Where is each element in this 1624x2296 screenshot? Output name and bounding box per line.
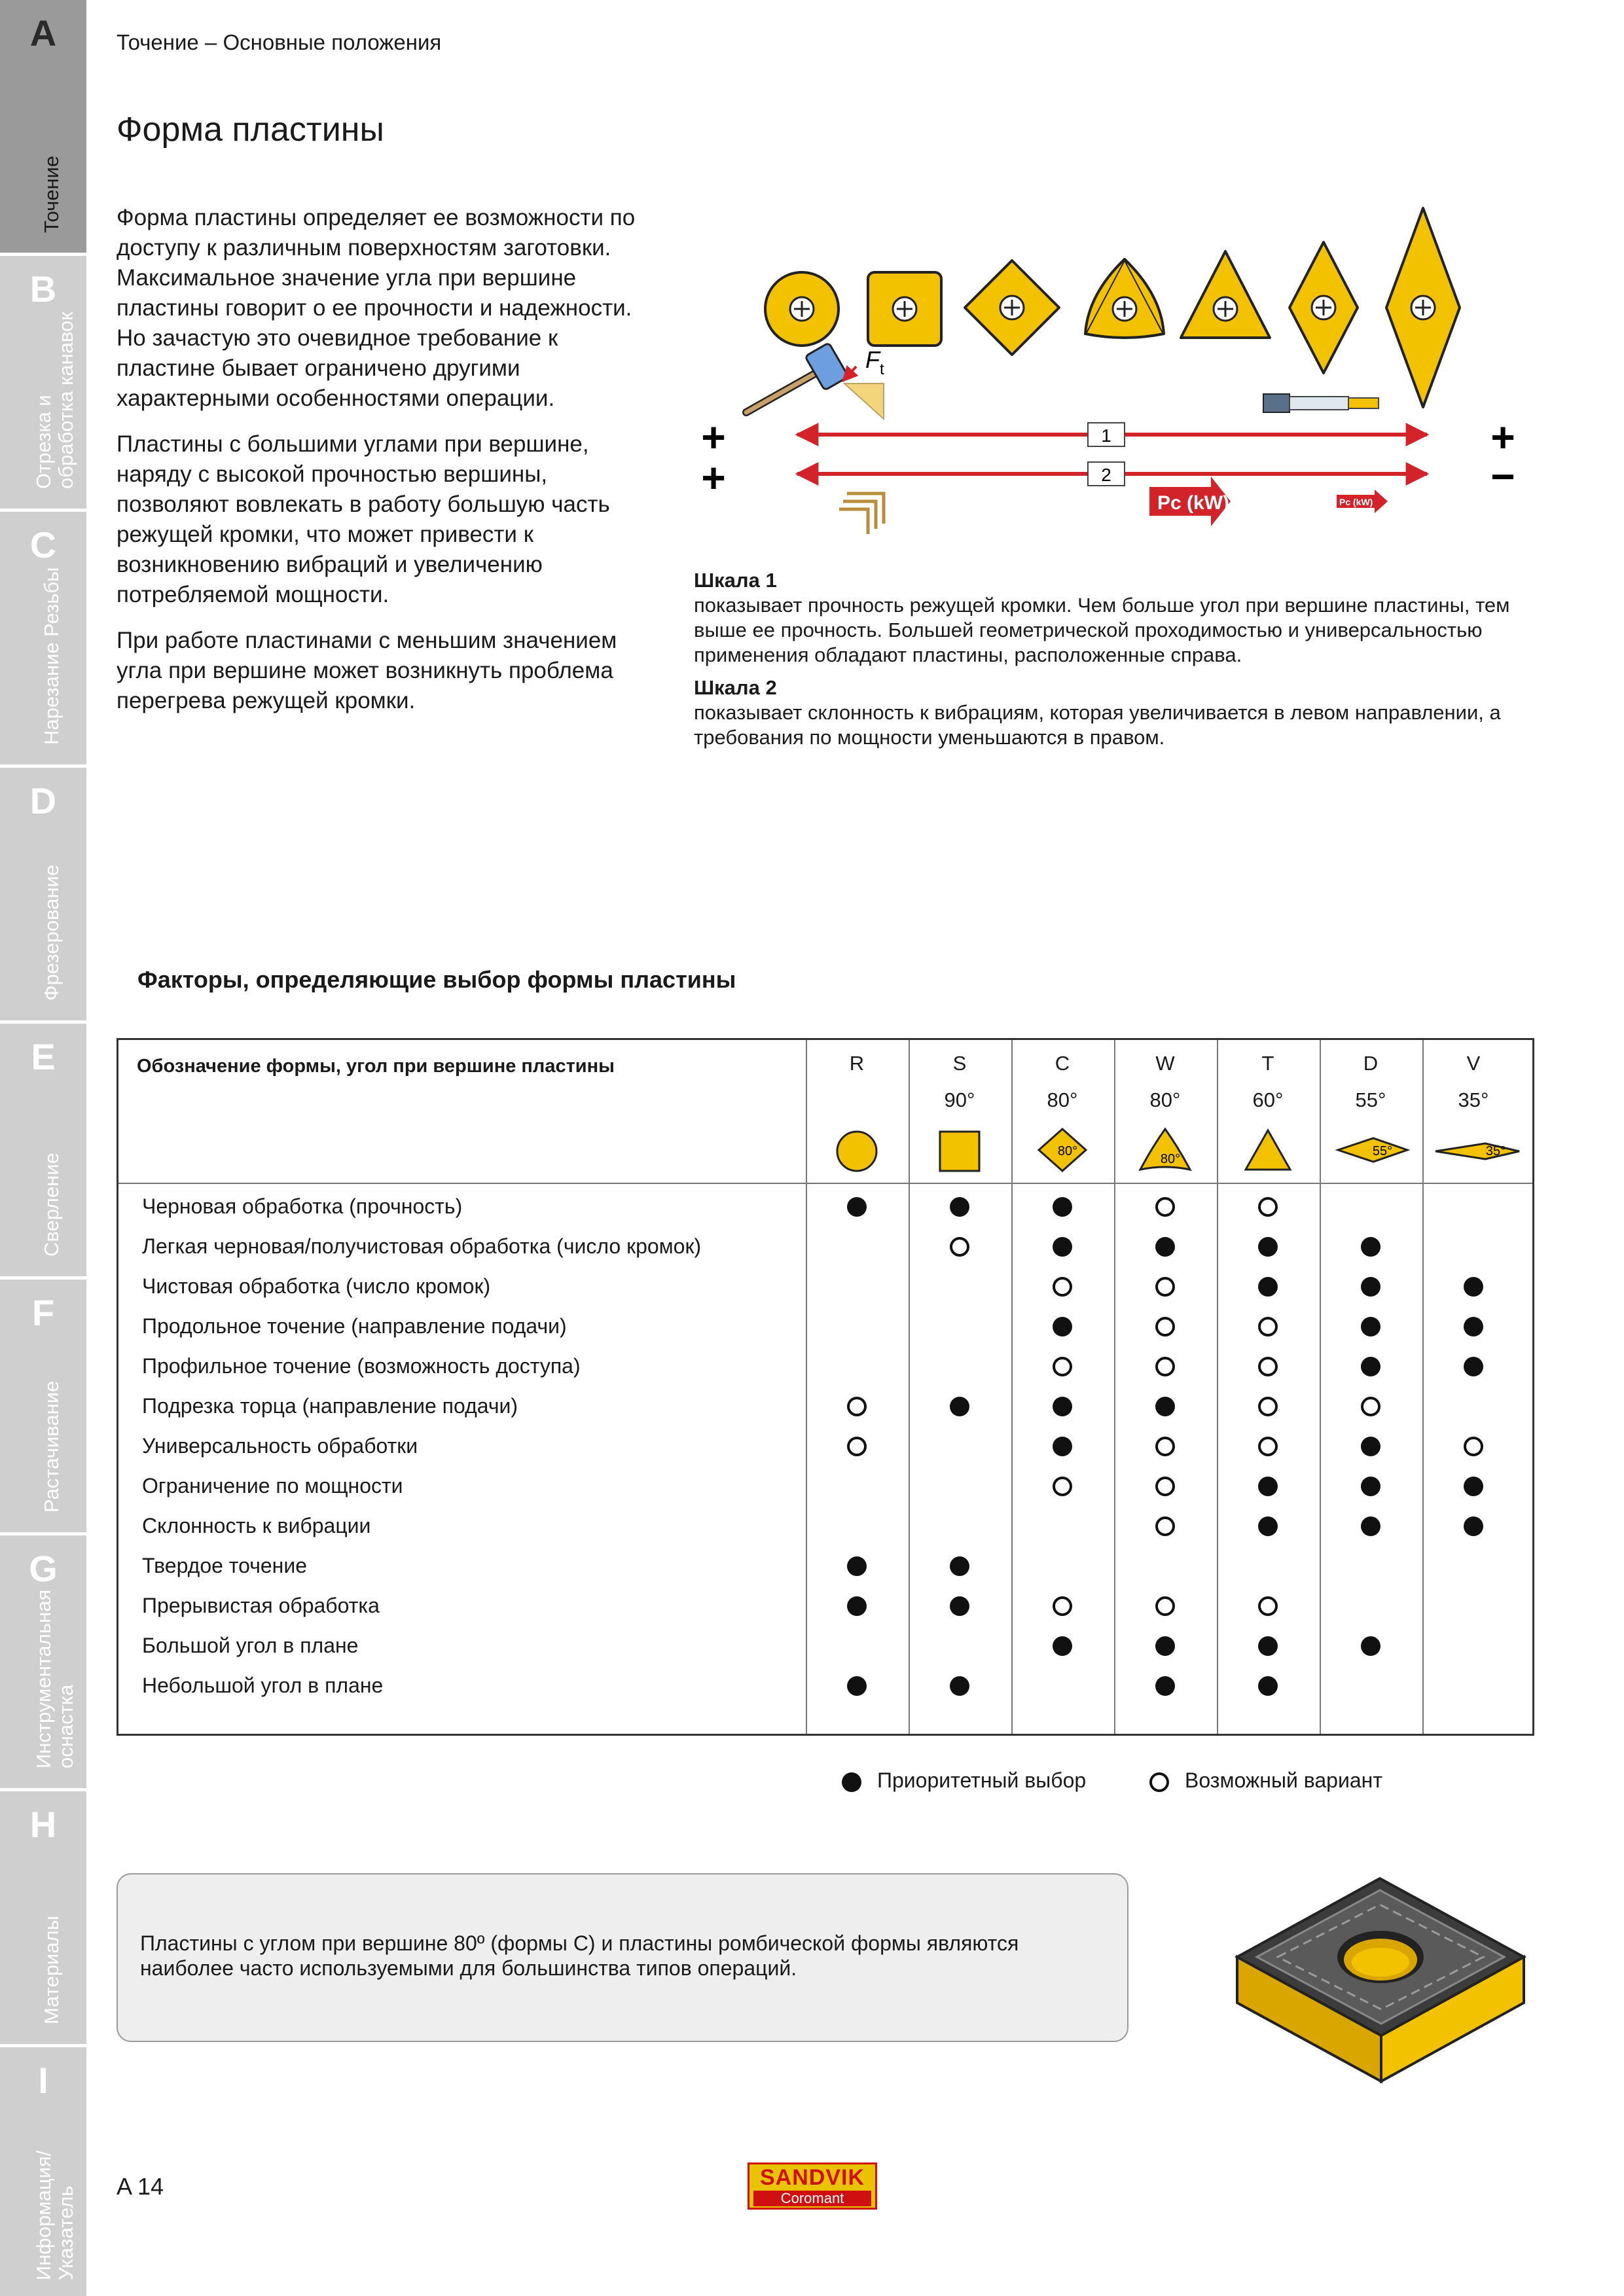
factors-title: Факторы, определяющие выбор формы пластины [137,966,736,993]
tab-label [41,1828,63,2024]
tab-e[interactable] [0,1024,86,1276]
column-letter: C [1055,1052,1070,1075]
possible-dot-icon [1155,1197,1175,1217]
boring-bar-icon [1263,394,1379,412]
factor-row-label: Небольшой угол в плане [142,1674,384,1697]
tab-letter: A [29,12,57,54]
possible-dot-icon [1053,1357,1072,1376]
tab-letter: G [29,1548,58,1589]
legend-possible-label: Возможный вариант [1185,1768,1382,1792]
column-angle: 35° [1458,1088,1489,1111]
possible-dot-icon [1258,1397,1278,1416]
insert-round-icon [765,272,839,346]
priority-dot-icon [1053,1437,1072,1456]
note-box [117,1873,1128,2042]
tab-label [41,548,63,745]
factor-row-label: Твердое точение [142,1554,307,1577]
insert-square-icon [868,272,941,346]
factor-row-label: Большой угол в плане [142,1634,359,1657]
table-header-label: Обозначение формы, угол при вершине пластины [137,1056,615,1077]
priority-dot-icon [1258,1516,1278,1536]
power-arrow-large [1149,476,1231,526]
tab-b[interactable] [0,256,86,509]
tab-a[interactable] [0,0,86,253]
tab-letter: H [29,1804,57,1845]
possible-dot-icon [1361,1397,1380,1416]
possible-dot-icon [1053,1277,1072,1297]
possible-dot-icon [1258,1437,1278,1456]
shape-angle-label: 55° [1372,1144,1393,1158]
factor-row-label: Легкая черновая/получистовая обработка (число кромок) [142,1234,702,1258]
possible-dot-icon [1053,1477,1072,1496]
priority-dot-icon [950,1596,969,1616]
tab-letter: F [31,1292,55,1333]
factor-row-label: Подрезка торца (направление подачи) [142,1394,518,1418]
hammer-icon [746,343,848,412]
note-text: Пластины с углом при вершине 80º (формы C) и пластины ромбической формы являются наиболее часто используемыми для большинства типов операций. [140,1931,1019,1980]
priority-dot-icon [1258,1237,1278,1257]
priority-dot-icon [1258,1277,1278,1297]
factor-row-label: Продольное точение (направление подачи) [142,1314,567,1338]
section-tabs [0,0,86,2296]
intro-paragraph-3: При работе пластинами с меньшим значением угла при вершине может возникнуть проблема перегрева режущей кромки. [117,628,617,713]
insert-rhombus-35-icon [1386,208,1460,407]
factor-row-label: Черновая обработка (прочность) [142,1194,463,1218]
shape-rhombus-55-icon [1320,1124,1422,1176]
tab-d[interactable] [0,768,86,1020]
scale-2-title: Шкала 2 [694,676,777,699]
priority-dot-icon [1464,1477,1483,1496]
shape-square-icon [909,1124,1011,1176]
tab-letter: E [31,1036,56,1077]
column-angle: 80° [1047,1088,1078,1111]
page-number: A 14 [117,2173,164,2200]
tab-label-line: обработка канавок [54,312,77,489]
factor-row-label: Универсальность обработки [142,1434,418,1458]
intro-text [117,203,640,732]
legend-priority-label: Приоритетный выбор [877,1768,1087,1792]
tab-g[interactable] [0,1535,86,1788]
priority-dot-icon [1053,1197,1072,1217]
shape-angle-label: 35° [1485,1144,1506,1158]
tab-label-line: Растачивание [40,1380,63,1513]
tab-label-line: Точение [40,155,63,233]
priority-dot-icon [950,1676,969,1696]
power-label-small: Pc (kW) [1339,497,1373,507]
tab-label-line: Нарезание Резьбы [40,567,63,745]
priority-dot-icon [1361,1277,1380,1297]
factors-table [117,1038,1534,1736]
tab-label [33,1572,77,1768]
possible-dot-icon [1155,1596,1175,1616]
tab-letter: B [29,268,57,310]
tab-label-line: Отрезка и [32,395,55,489]
tab-c[interactable] [0,512,86,764]
insert-shape-scale-diagram [687,196,1538,543]
scale-description [694,568,1532,758]
scale-2-sign-left: + [701,454,726,501]
tab-f[interactable] [0,1280,86,1532]
possible-dot-icon [1464,1437,1483,1456]
logo-top: SANDVIK [759,2165,865,2190]
tab-label [41,37,63,233]
priority-dot-icon [1258,1636,1278,1656]
possible-dot-icon [1155,1477,1175,1496]
possible-dot-icon [1053,1596,1072,1616]
tab-label [33,2084,77,2280]
tab-label-line: оснастка [54,1684,77,1768]
scale-1-text: показывает прочность режущей кромки. Чем больше угол при вершине пластины, тем выше ее прочность. Большей геометрической проходимостью и универсальностью применения обладают пластины, расположенные справа. [694,594,1510,666]
priority-dot-icon [950,1397,969,1416]
column-angle: 90° [944,1088,975,1111]
sandvik-coromant-logo [748,2162,877,2210]
force-label: F [865,346,880,373]
column-letter: W [1155,1052,1175,1075]
tab-label-line: Инструментальная [32,1589,55,1768]
priority-dot-icon [1258,1477,1278,1496]
scale-1-sign-right: + [1490,414,1515,461]
shape-trigon-80-icon [1114,1124,1216,1176]
column-letter: R [849,1052,865,1075]
tab-label-line: Материалы [40,1916,63,2024]
priority-dot-icon [1155,1397,1175,1416]
possible-dot-icon [950,1237,969,1257]
insert-rhombus-80-icon [965,260,1059,355]
column-angle: 60° [1252,1088,1284,1111]
factor-row-label: Склонность к вибрации [142,1514,371,1537]
tab-label [41,1316,63,1513]
shape-triangle-icon [1217,1124,1319,1176]
legend-possible [1149,1768,1382,1793]
priority-dot-icon [847,1197,867,1217]
scale-1-title: Шкала 1 [694,569,777,592]
priority-dot-icon [1464,1516,1483,1536]
priority-dot-icon [1464,1357,1483,1376]
possible-dot-icon [1258,1197,1278,1217]
shape-angle-label: 80° [1160,1152,1181,1166]
column-letter: D [1363,1052,1379,1075]
column-letter: S [952,1052,967,1075]
priority-dot-icon [1155,1636,1175,1656]
section-breadcrumb: Точение – Основные положения [117,30,442,54]
tab-label [41,804,63,1001]
tab-label-line: Сверление [40,1153,63,1257]
legend-priority [842,1768,1086,1793]
filled-dot-icon [842,1772,861,1792]
possible-dot-icon [1155,1437,1175,1456]
tab-i[interactable] [0,2047,86,2296]
priority-dot-icon [1361,1357,1380,1376]
possible-dot-icon [1258,1357,1278,1376]
factor-row-label: Чистовая обработка (число кромок) [142,1274,491,1298]
priority-dot-icon [847,1596,867,1616]
tool-tip-icon [844,384,884,419]
tab-label-line: Информация/ [32,2150,55,2280]
factor-row-label: Прерывистая обработка [142,1594,380,1617]
vibration-icon [839,493,884,534]
priority-dot-icon [1464,1277,1483,1297]
tab-letter: I [38,2060,48,2101]
tab-h[interactable] [0,1791,86,2044]
priority-dot-icon [1053,1237,1072,1257]
possible-dot-icon [1258,1596,1278,1616]
priority-dot-icon [1053,1317,1072,1336]
intro-paragraph-1: Форма пластины определяет ее возможности по доступу к различным поверхностям заготовки. Максимальное значение угла при вершине пластины говорит о ее прочности и надежности. Но зачастую это очевидное требование к пластине бывает ограничено другими характерными особенностями операции. [117,205,636,411]
possible-dot-icon [1155,1317,1175,1336]
force-subscript: t [880,361,884,378]
tab-letter: D [29,780,57,821]
insert-trigon-icon [1085,259,1164,338]
tab-label [33,293,77,489]
possible-dot-icon [847,1437,867,1456]
priority-dot-icon [950,1556,969,1576]
priority-dot-icon [847,1556,867,1576]
logo-bottom: Coromant [753,2191,871,2206]
priority-dot-icon [847,1676,867,1696]
tab-label-line: Указатель [54,2185,77,2280]
column-letter: T [1261,1052,1274,1075]
scale-2-text: показывает склонность к вибрациям, которая увеличивается в левом направлении, а требования по мощности уменьшаются в правом. [694,701,1501,749]
priority-dot-icon [1053,1397,1072,1416]
possible-dot-icon [1155,1277,1175,1297]
column-angle: 55° [1355,1088,1386,1111]
insert-rhombus-55-icon [1290,242,1358,373]
power-label-large: Pc (kW) [1157,492,1230,514]
factor-row-label: Ограничение по мощности [142,1474,403,1498]
priority-dot-icon [1361,1437,1380,1456]
shape-angle-label: 80° [1057,1144,1078,1158]
factor-row-label: Профильное точение (возможность доступа) [142,1354,581,1378]
scale-1-label: 1 [1101,425,1111,446]
page-title: Форма пластины [117,111,384,149]
scale-1-sign-left: + [701,414,726,461]
priority-dot-icon [1361,1516,1380,1536]
tab-label [41,1060,63,1257]
possible-dot-icon [847,1397,867,1416]
scale-2-label: 2 [1101,465,1111,485]
shape-rhombus-35-icon [1422,1124,1525,1176]
insert-photo-illustration [1231,1852,1532,2094]
power-arrow-small [1337,490,1388,513]
shape-circle-icon [806,1124,908,1176]
priority-dot-icon [1361,1317,1380,1336]
column-angle: 80° [1149,1088,1181,1111]
possible-dot-icon [1258,1317,1278,1336]
scale-2-sign-right: − [1490,453,1515,500]
priority-dot-icon [1155,1237,1175,1257]
tab-label-line: Фрезерование [40,865,63,1001]
possible-dot-icon [1155,1516,1175,1536]
priority-dot-icon [1053,1636,1072,1656]
priority-dot-icon [950,1197,969,1217]
open-dot-icon [1149,1772,1169,1792]
priority-dot-icon [1361,1237,1380,1257]
tab-letter: C [29,524,57,565]
shape-rhombus-80-icon [1011,1124,1113,1176]
insert-triangle-icon [1181,251,1270,338]
priority-dot-icon [1361,1477,1380,1496]
priority-dot-icon [1361,1636,1380,1656]
priority-dot-icon [1464,1317,1483,1336]
priority-dot-icon [1258,1676,1278,1696]
possible-dot-icon [1155,1357,1175,1376]
priority-dot-icon [1155,1676,1175,1696]
column-letter: V [1466,1052,1481,1075]
intro-paragraph-2: Пластины с большими углами при вершине, наряду с высокой прочностью вершины, позволяют вовлекать в работу большую часть режущей кромки, что может привести к возникновению вибраций и увеличению потребляемой мощности. [117,431,610,607]
